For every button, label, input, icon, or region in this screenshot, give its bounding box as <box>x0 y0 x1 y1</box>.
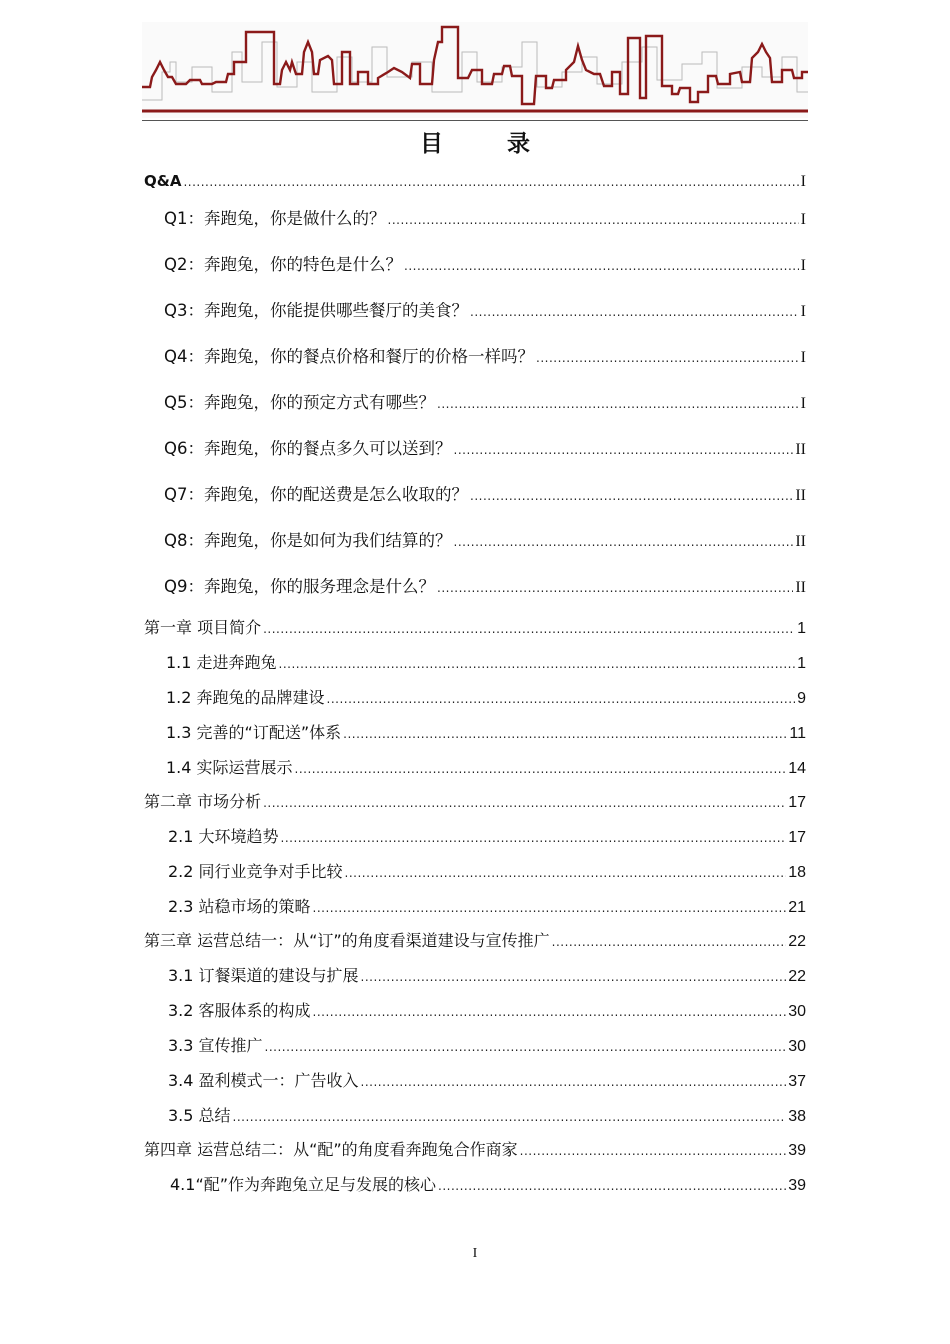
toc-entry-text: 1.2 奔跑兔的品牌建设 <box>166 688 325 707</box>
toc-entry-text: Q7：奔跑兔，你的配送费是怎么收取的？ <box>164 485 468 504</box>
toc-entry-text: Q4：奔跑兔，你的餐点价格和餐厅的价格一样吗？ <box>164 347 534 366</box>
toc-entry-text: Q1：奔跑兔，你是做什么的？ <box>164 209 386 228</box>
toc-entry-q2[interactable] <box>164 254 806 277</box>
toc-entry-page: 1 <box>797 655 806 672</box>
dot-leader <box>183 171 798 193</box>
toc-entry-text: 2.2 同行业竞争对手比较 <box>168 862 343 881</box>
toc-entry-page: 39 <box>788 1177 806 1194</box>
toc-entry-text: Q3：奔跑兔，你能提供哪些餐厅的美食？ <box>164 301 468 320</box>
toc-entry-text: 第三章 运营总结一：从“订”的角度看渠道建设与宣传推广 <box>144 931 550 950</box>
toc-entry-text: 2.3 站稳市场的策略 <box>168 897 311 916</box>
dot-leader <box>313 1001 787 1023</box>
toc-entry-page: I <box>800 303 806 320</box>
dot-leader <box>438 1175 786 1197</box>
toc-entry-2-2[interactable] <box>168 861 806 884</box>
toc-entry-text: 3.4 盈利模式一：广告收入 <box>168 1071 359 1090</box>
dot-leader <box>279 653 796 675</box>
dot-leader <box>404 255 799 277</box>
header-divider <box>142 120 808 121</box>
toc-entry-page: II <box>795 579 806 596</box>
dot-leader <box>265 1036 787 1058</box>
toc-entry-text: 第二章 市场分析 <box>144 792 262 811</box>
toc-entry-text: Q2：奔跑兔，你的特色是什么？ <box>164 255 402 274</box>
toc-entry-3-4[interactable] <box>168 1070 806 1093</box>
toc-entry-qa[interactable] <box>144 170 806 193</box>
toc-entry-1-3[interactable] <box>166 722 806 745</box>
toc-entry-page: 38 <box>788 1108 806 1125</box>
toc-entry-text: Q6：奔跑兔，你的餐点多久可以送到？ <box>164 439 452 458</box>
toc-entry-2-3[interactable] <box>168 896 806 919</box>
dot-leader <box>281 827 787 849</box>
dot-leader <box>343 723 787 745</box>
page-number: I <box>472 1246 478 1261</box>
toc-entry-q7[interactable] <box>164 484 806 507</box>
toc-entry-text: 3.5 总结 <box>168 1106 231 1125</box>
toc-entry-text: 1.1 走进奔跑兔 <box>166 653 277 672</box>
dot-leader <box>345 862 787 884</box>
toc-entry-2-1[interactable] <box>168 826 806 849</box>
dot-leader <box>470 485 793 507</box>
dot-leader <box>454 439 794 461</box>
toc-entry-page: 30 <box>788 1003 806 1020</box>
toc-entry-3-5[interactable] <box>168 1105 806 1128</box>
toc-entry-page: 37 <box>788 1073 806 1090</box>
toc-entry-page: I <box>800 211 806 228</box>
dot-leader <box>327 688 796 710</box>
toc-entry-page: 1 <box>797 620 806 637</box>
toc-entry-q5[interactable] <box>164 392 806 415</box>
toc-entry-page: II <box>795 487 806 504</box>
toc-entry-text: 3.2 客服体系的构成 <box>168 1001 311 1020</box>
dot-leader <box>361 1071 787 1093</box>
dot-leader <box>520 1140 787 1162</box>
toc-entry-1-1[interactable] <box>166 652 806 675</box>
toc-entry-page: II <box>795 533 806 550</box>
toc-entry-page: 11 <box>789 725 806 742</box>
toc-entry-chapter-1[interactable] <box>144 617 806 640</box>
dot-leader <box>313 897 787 919</box>
dot-leader <box>361 966 787 988</box>
dot-leader <box>454 531 794 553</box>
toc-entry-chapter-2[interactable] <box>144 791 806 814</box>
toc-entry-1-4[interactable] <box>166 757 806 780</box>
toc-entry-page: 22 <box>788 968 806 985</box>
toc-entry-q3[interactable] <box>164 300 806 323</box>
toc-entry-page: 30 <box>788 1038 806 1055</box>
toc-entry-page: 17 <box>788 794 806 811</box>
dot-leader <box>536 347 799 369</box>
toc-entry-q1[interactable] <box>164 208 806 231</box>
toc-entry-3-3[interactable] <box>168 1035 806 1058</box>
toc-entry-text: 第四章 运营总结二：从“配”的角度看奔跑兔合作商家 <box>144 1140 518 1159</box>
toc-entry-3-1[interactable] <box>168 965 806 988</box>
toc-entry-q8[interactable] <box>164 530 806 553</box>
toc-entry-page: 17 <box>788 829 806 846</box>
toc-entry-page: 14 <box>788 760 806 777</box>
toc-entry-page: 18 <box>788 864 806 881</box>
toc-entry-text: Q5：奔跑兔，你的预定方式有哪些？ <box>164 393 435 412</box>
toc-entry-text: 2.1 大环境趋势 <box>168 827 279 846</box>
toc-entry-3-2[interactable] <box>168 1000 806 1023</box>
toc-entry-text: 3.3 宣传推广 <box>168 1036 263 1055</box>
dot-leader <box>437 577 793 599</box>
dot-leader <box>295 758 787 780</box>
toc-entry-4-1[interactable] <box>170 1174 806 1197</box>
toc-entry-page: 9 <box>797 690 806 707</box>
toc-entry-q4[interactable] <box>164 346 806 369</box>
dot-leader <box>263 792 786 814</box>
dot-leader <box>552 931 787 953</box>
dot-leader <box>437 393 799 415</box>
toc-entry-chapter-4[interactable] <box>144 1139 806 1162</box>
toc-entry-text: Q&A <box>144 172 182 190</box>
toc-entry-text: Q8：奔跑兔，你是如何为我们结算的？ <box>164 531 452 550</box>
dot-leader <box>388 209 799 231</box>
toc-entry-page: 22 <box>788 933 806 950</box>
toc-entry-text: 1.3 完善的“订配送”体系 <box>166 723 342 742</box>
toc-entry-page: I <box>800 173 806 190</box>
toc-entry-1-2[interactable] <box>166 687 806 710</box>
toc-entry-page: I <box>800 257 806 274</box>
toc-entry-page: I <box>800 395 806 412</box>
toc-entry-text: 第一章 项目简介 <box>144 618 262 637</box>
toc-entry-page: 21 <box>788 899 806 916</box>
dot-leader <box>233 1106 787 1128</box>
toc-entry-q9[interactable] <box>164 576 806 599</box>
toc-entry-chapter-3[interactable] <box>144 930 806 953</box>
toc-title: 目 录 <box>419 131 558 157</box>
toc-entry-text: 3.1 订餐渠道的建设与扩展 <box>168 966 359 985</box>
toc-entry-page: I <box>800 349 806 366</box>
dot-leader <box>470 301 799 323</box>
toc-entry-text: 1.4 实际运营展示 <box>166 758 293 777</box>
toc-entry-q6[interactable] <box>164 438 806 461</box>
city-skyline-icon <box>142 22 808 118</box>
toc-entry-text: Q9：奔跑兔，你的服务理念是什么？ <box>164 577 435 596</box>
toc-entry-page: 39 <box>788 1142 806 1159</box>
toc-entry-text: 4.1“配”作为奔跑兔立足与发展的核心 <box>170 1175 437 1194</box>
toc-entry-page: II <box>795 441 806 458</box>
dot-leader <box>263 618 795 640</box>
